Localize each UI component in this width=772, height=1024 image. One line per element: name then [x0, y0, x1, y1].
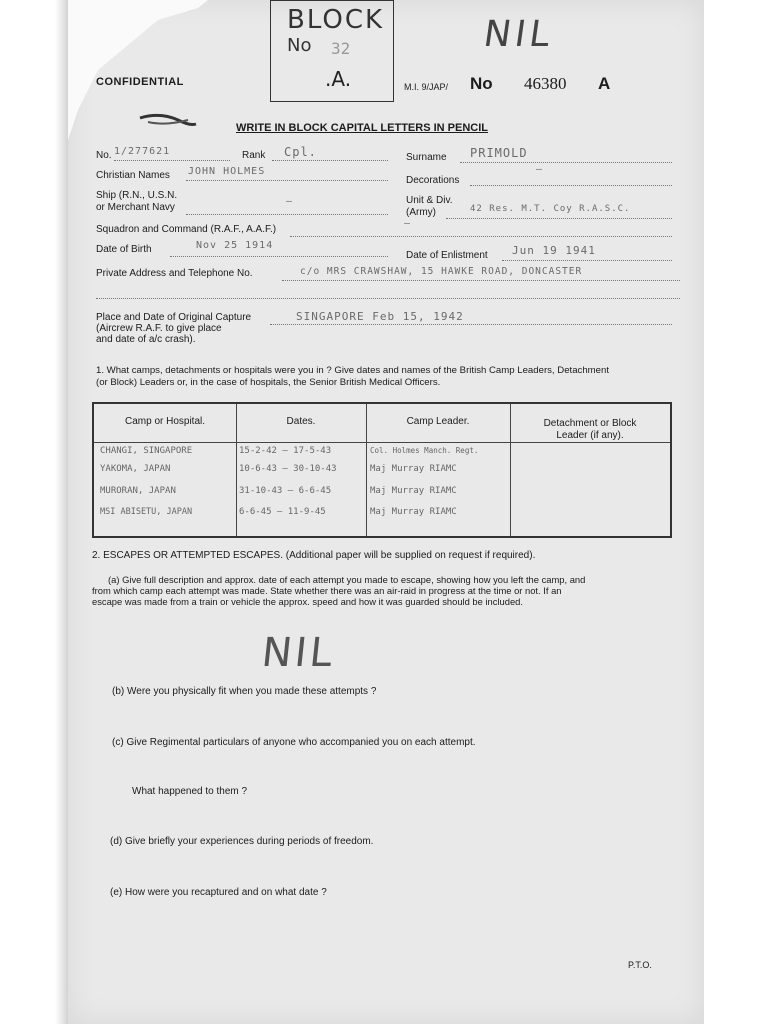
- unit-value: 42 Res. M.T. Coy R.A.S.C.: [470, 204, 631, 214]
- row-3-dates: 31-10-43 — 6-6-45: [239, 486, 332, 496]
- stamp-letter: .A.: [325, 67, 352, 91]
- no-label: No.: [96, 150, 112, 161]
- row-3-camp: MURORAN, JAPAN: [100, 486, 176, 496]
- capture-value: SINGAPORE Feb 15, 1942: [296, 310, 464, 323]
- pto-label: P.T.O.: [628, 960, 652, 970]
- reference-code: M.I. 9/JAP/: [404, 82, 449, 92]
- camps-table: [92, 402, 672, 538]
- capture-label-2: (Aircrew R.A.F. to give place: [96, 323, 222, 334]
- stamp-word: BLOCK: [287, 5, 385, 35]
- rank-label: Rank: [242, 150, 266, 161]
- question-2c-followup: What happened to them ?: [132, 786, 248, 797]
- dob-label: Date of Birth: [96, 244, 152, 255]
- nil-handwritten-top: NIL: [481, 14, 557, 55]
- no-value: 1/277621: [114, 146, 171, 157]
- row-3-leader: Maj Murray RIAMC: [370, 486, 457, 496]
- question-1-line-1: 1. What camps, detachments or hospitals were you in ? Give dates and names of the British Camp Leaders, Detachment: [96, 365, 609, 376]
- capture-label-3: and date of a/c crash).: [96, 334, 196, 345]
- row-2-dates: 10-6-43 — 30-10-43: [239, 464, 337, 474]
- squadron-value: —: [404, 218, 412, 229]
- row-4-leader: Maj Murray RIAMC: [370, 507, 457, 517]
- confidential-label: CONFIDENTIAL: [96, 76, 184, 88]
- stamp-no-label: No: [287, 35, 312, 56]
- decorations-label: Decorations: [406, 175, 460, 186]
- table-header-camp: Camp or Hospital.: [124, 416, 206, 427]
- row-1-leader: Col. Holmes Manch. Regt.: [370, 446, 479, 455]
- christian-names-value: JOHN HOLMES: [188, 166, 266, 177]
- question-2a-line-1: (a) Give full description and approx. date of each attempt you made to escape, showing how you left the camp, and: [108, 574, 586, 585]
- capture-label: Place and Date of Original Capture: [96, 312, 252, 323]
- question-2a-line-2: from which camp each attempt was made. State whether there was an air-raid in progress at the time or not. If an: [92, 585, 562, 596]
- torn-corner: [68, 0, 208, 140]
- table-header-detachment: Detachment or Block: [543, 418, 637, 429]
- decorations-value: —: [536, 164, 544, 175]
- form-suffix: A: [598, 74, 611, 93]
- question-2a-line-3: escape was made from a train or vehicle the approx. speed and how it was guarded should be included.: [92, 596, 523, 607]
- row-2-camp: YAKOMA, JAPAN: [100, 464, 171, 474]
- nil-handwritten-escapes: NIL: [259, 630, 338, 676]
- surname-label: Surname: [406, 152, 447, 163]
- dob-value: Nov 25 1914: [196, 240, 274, 251]
- block-stamp: [270, 0, 394, 102]
- page-edge: [55, 0, 69, 1024]
- address-label: Private Address and Telephone No.: [96, 268, 253, 279]
- question-2c: (c) Give Regimental particulars of anyone who accompanied you on each attempt.: [112, 737, 476, 748]
- question-2d: (d) Give briefly your experiences during periods of freedom.: [110, 836, 374, 847]
- question-2-title: 2. ESCAPES OR ATTEMPTED ESCAPES. (Additional paper will be supplied on request if required).: [92, 550, 536, 561]
- christian-names-label: Christian Names: [96, 170, 170, 181]
- unit-label: Unit & Div.: [406, 195, 453, 206]
- table-header-detachment-2: Leader (if any).: [556, 430, 624, 441]
- table-header-leader: Camp Leader.: [406, 416, 470, 427]
- row-4-dates: 6-6-45 — 11-9-45: [239, 507, 326, 517]
- address-value: c/o MRS CRAWSHAW, 15 HAWKE ROAD, DONCASTER: [300, 266, 583, 277]
- ship-label-2: or Merchant Navy: [96, 202, 175, 213]
- row-2-leader: Maj Murray RIAMC: [370, 464, 457, 474]
- instruction-heading: WRITE IN BLOCK CAPITAL LETTERS IN PENCIL: [236, 122, 488, 134]
- unit-label-2: (Army): [406, 207, 436, 218]
- surname-value: PRIMOLD: [470, 146, 528, 160]
- question-2e: (e) How were you recaptured and on what date ?: [110, 887, 327, 898]
- ship-label: Ship (R.N., U.S.N.: [96, 190, 178, 201]
- table-header-dates: Dates.: [286, 416, 316, 427]
- squadron-label: Squadron and Command (R.A.F., A.A.F.): [96, 224, 277, 235]
- question-1-line-2: (or Block) Leaders or, in the case of hospitals, the Senior British Medical Officers.: [96, 377, 441, 388]
- number-label: No: [470, 74, 493, 93]
- enlistment-value: Jun 19 1941: [512, 244, 596, 257]
- rank-value: Cpl.: [284, 145, 317, 159]
- form-number: 46380: [524, 74, 567, 93]
- row-1-camp: CHANGI, SINGAPORE: [100, 446, 193, 456]
- row-4-camp: MSI ABISETU, JAPAN: [100, 507, 193, 517]
- enlistment-label: Date of Enlistment: [406, 250, 488, 261]
- row-1-dates: 15-2-42 — 17-5-43: [239, 446, 332, 456]
- question-2b: (b) Were you physically fit when you made these attempts ?: [112, 686, 377, 697]
- ship-value: —: [286, 196, 294, 207]
- stamp-no-value: 32: [331, 39, 351, 58]
